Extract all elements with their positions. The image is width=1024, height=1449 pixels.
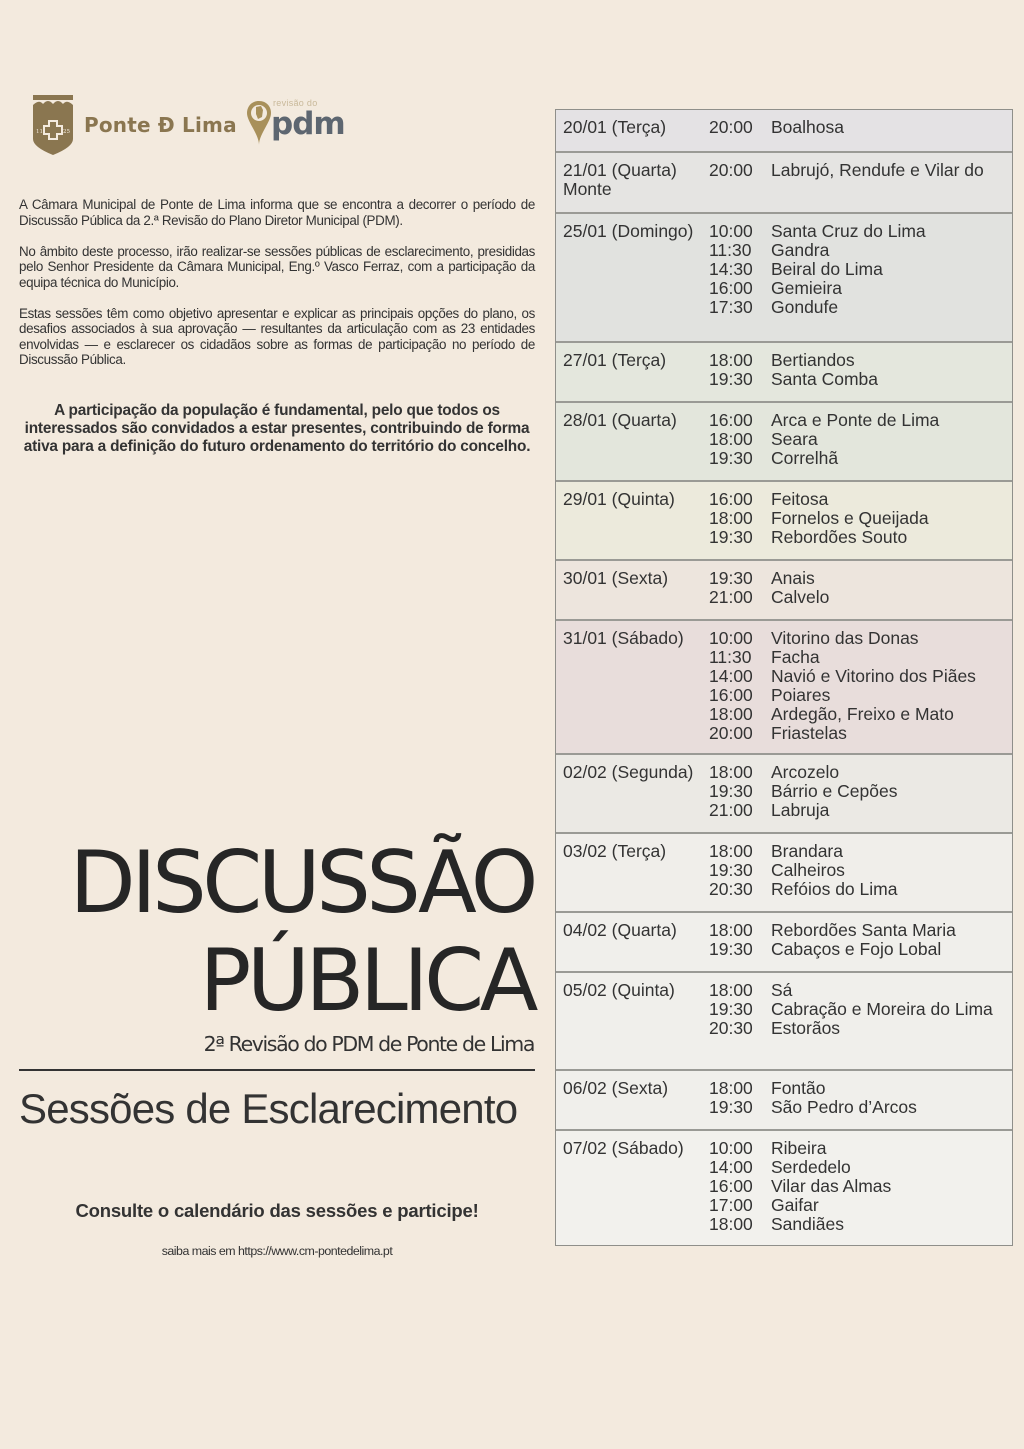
session-date: 31/01 (Sábado)	[563, 628, 684, 648]
session-place: Arca e Ponte de Lima	[771, 410, 940, 430]
sessions-heading: Sessões de Esclarecimento	[19, 1085, 518, 1132]
pdm-revision-logo	[246, 98, 346, 148]
session-time: 11:30	[709, 240, 752, 260]
session-time: 18:00	[709, 1214, 753, 1234]
session-time: 19:30	[709, 369, 753, 389]
session-place: Santa Comba	[771, 369, 879, 389]
session-time: 16:00	[709, 685, 753, 705]
svg-text:11: 11	[36, 129, 43, 135]
session-place: Brandara	[771, 841, 843, 861]
session-place: Refóios do Lima	[771, 879, 898, 899]
session-time: 14:00	[709, 666, 753, 686]
session-date: 25/01 (Domingo)	[563, 221, 694, 241]
divider	[19, 1069, 535, 1071]
session-place: Labrujó, Rendufe e Vilar do	[771, 160, 984, 180]
session-place: Gemieira	[771, 278, 842, 298]
session-place: Gandra	[771, 240, 830, 260]
intro-paragraph: A Câmara Municipal de Ponte de Lima informa que se encontra a decorrer o período de Discussão Pública da 2.ª Revisão do Plano Diretor Municipal (PDM).	[19, 197, 535, 228]
session-place: Ribeira	[771, 1138, 827, 1158]
session-time: 20:00	[709, 117, 753, 137]
session-place: Fontão	[771, 1078, 826, 1098]
pdm-caption: revisão do	[273, 98, 318, 108]
schedule-row	[556, 151, 1012, 212]
session-date: 05/02 (Quinta)	[563, 980, 675, 1000]
schedule-row	[556, 559, 1012, 619]
session-place: São Pedro d’Arcos	[771, 1097, 917, 1117]
participation-callout: A participação da população é fundamental, pelo que todos os interessados são convidados a estar presentes, contribuindo de forma ativa para a definição do futuro ordenamento do território do concelho.	[23, 402, 531, 455]
schedule-row	[556, 832, 1012, 911]
session-time: 11:30	[709, 647, 752, 667]
session-place: Ardegão, Freixo e Mato	[771, 704, 954, 724]
session-date: 28/01 (Quarta)	[563, 410, 677, 430]
schedule-row	[556, 480, 1012, 559]
schedule-row	[556, 971, 1012, 1069]
session-time: 16:00	[709, 1176, 753, 1196]
session-place: Facha	[771, 647, 820, 667]
session-place: Sandiães	[771, 1214, 844, 1234]
session-date: 03/02 (Terça)	[563, 841, 667, 861]
session-place-continued: Monte	[563, 179, 612, 199]
session-place: Serdedelo	[771, 1157, 851, 1177]
session-place: Poiares	[771, 685, 831, 705]
session-time: 10:00	[709, 628, 753, 648]
municipality-logo	[32, 94, 237, 156]
title-line-2: PÚBLICA	[199, 931, 534, 1031]
session-date: 29/01 (Quinta)	[563, 489, 675, 509]
session-date: 02/02 (Segunda)	[563, 762, 694, 782]
session-place: Cabaços e Fojo Lobal	[771, 939, 942, 959]
session-time: 18:00	[709, 508, 753, 528]
session-place: Anais	[771, 568, 815, 588]
page-subtitle: 2ª Revisão do PDM de Ponte de Lima	[203, 1032, 534, 1056]
session-place: Labruja	[771, 800, 830, 820]
coat-of-arms-icon	[32, 95, 74, 155]
session-date: 06/02 (Sexta)	[563, 1078, 669, 1098]
session-date: 20/01 (Terça)	[563, 117, 667, 137]
session-time: 16:00	[709, 489, 753, 509]
schedule-row	[556, 341, 1012, 401]
website-link[interactable]: saiba mais em https://www.cm-pontedelima.pt	[161, 1244, 393, 1258]
session-place: Rebordões Souto	[771, 527, 908, 547]
schedule-row	[556, 401, 1012, 480]
session-place: Gaifar	[771, 1195, 819, 1215]
session-place: Calvelo	[771, 587, 830, 607]
pdm-wordmark: pdm	[271, 106, 345, 142]
session-place: Rebordões Santa Maria	[771, 920, 956, 940]
session-place: Bertiandos	[771, 350, 855, 370]
session-place: Vitorino das Donas	[771, 628, 919, 648]
intro-text	[19, 197, 535, 383]
session-place: Vilar das Almas	[771, 1176, 892, 1196]
session-date: 04/02 (Quarta)	[563, 920, 677, 940]
session-time: 20:30	[709, 879, 753, 899]
schedule-table	[555, 109, 1013, 1246]
schedule-row	[556, 619, 1012, 753]
session-place: Santa Cruz do Lima	[771, 221, 926, 241]
session-place: Arcozelo	[771, 762, 840, 782]
session-time: 18:00	[709, 350, 753, 370]
session-place: Correlhã	[771, 448, 839, 468]
session-place: Gondufe	[771, 297, 839, 317]
session-place: Fornelos e Queijada	[771, 508, 929, 528]
map-pin-icon	[246, 100, 272, 146]
session-time: 20:00	[709, 160, 753, 180]
session-place: Estorãos	[771, 1018, 841, 1038]
session-time: 18:00	[709, 1078, 753, 1098]
session-time: 19:30	[709, 568, 753, 588]
session-date: 07/02 (Sábado)	[563, 1138, 684, 1158]
session-time: 16:00	[709, 410, 753, 430]
session-time: 10:00	[709, 221, 753, 241]
schedule-row	[556, 911, 1012, 971]
session-time: 18:00	[709, 920, 753, 940]
session-place: Bárrio e Cepões	[771, 781, 898, 801]
session-time: 14:00	[709, 1157, 753, 1177]
intro-paragraph: No âmbito deste processo, irão realizar-se sessões públicas de esclarecimento, presididas pelo Senhor Presidente da Câmara Municipal, Eng.º Vasco Ferraz, com a participação da equipa técnica do Município.	[19, 243, 535, 290]
session-time: 19:30	[709, 781, 753, 801]
session-date: 21/01 (Quarta)	[563, 160, 677, 180]
session-time: 21:00	[709, 587, 753, 607]
page-title	[70, 834, 534, 1030]
session-place: Calheiros	[771, 860, 845, 880]
session-time: 18:00	[709, 429, 753, 449]
session-time: 19:30	[709, 939, 753, 959]
session-place: Navió e Vitorino dos Piães	[771, 666, 976, 686]
schedule-row	[556, 1069, 1012, 1129]
session-place: Beiral do Lima	[771, 259, 883, 279]
intro-paragraph: Estas sessões têm como objetivo apresentar e explicar as principais opções do plano, os desafios associados à sua aprovação — resultantes da articulação com as 23 entidades envolvidas — e esclarecer os cidadãos sobre as formas de participação no período de Discussão Pública.	[19, 305, 535, 367]
session-time: 18:00	[709, 841, 753, 861]
title-line-1: DISCUSSÃO	[69, 833, 534, 933]
session-time: 18:00	[709, 762, 753, 782]
session-time: 19:30	[709, 527, 753, 547]
session-time: 19:30	[709, 860, 753, 880]
session-time: 17:30	[709, 297, 753, 317]
session-place: Feitosa	[771, 489, 829, 509]
session-time: 21:00	[709, 800, 753, 820]
svg-text:25: 25	[63, 129, 70, 135]
session-time: 10:00	[709, 1138, 753, 1158]
schedule-row	[556, 1129, 1012, 1245]
session-time: 19:30	[709, 999, 753, 1019]
session-place: Boalhosa	[771, 117, 844, 137]
schedule-row	[556, 753, 1012, 832]
brand-name: Ponte Đ Lima	[84, 113, 237, 137]
schedule-row	[556, 110, 1012, 151]
session-time: 14:30	[709, 259, 753, 279]
schedule-row	[556, 212, 1012, 341]
session-place: Friastelas	[771, 723, 847, 743]
session-place: Cabração e Moreira do Lima	[771, 999, 993, 1019]
session-time: 19:30	[709, 448, 753, 468]
session-time: 18:00	[709, 980, 753, 1000]
session-time: 20:00	[709, 723, 753, 743]
session-date: 30/01 (Sexta)	[563, 568, 669, 588]
session-date: 27/01 (Terça)	[563, 350, 667, 370]
session-time: 16:00	[709, 278, 753, 298]
session-time: 20:30	[709, 1018, 753, 1038]
session-place: Sá	[771, 980, 793, 1000]
session-place: Seara	[771, 429, 818, 449]
session-time: 18:00	[709, 704, 753, 724]
session-time: 17:00	[709, 1195, 753, 1215]
call-to-action: Consulte o calendário das sessões e participe!	[75, 1200, 479, 1221]
session-time: 19:30	[709, 1097, 753, 1117]
